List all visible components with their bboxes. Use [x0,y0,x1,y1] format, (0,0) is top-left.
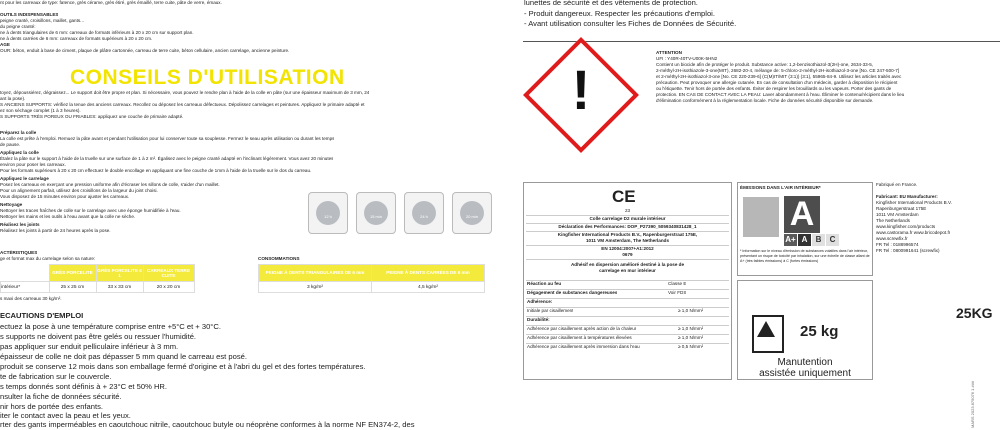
maker-line: www.castorama.fr www.bricodepot.fr [876,230,951,235]
maker-line: The Netherlands [876,218,910,223]
attention-title: ATTENTION [656,50,682,55]
precautions-title: ECAUTIONS D'EMPLOI [0,311,84,320]
step-line: Pour les formats supérieurs à 20 x 20 cm effectuez le double encollage en appliquant une fine couche de 1mm à l'aide de la truelle sur le dos du carreau. [0,168,312,173]
usage-title: CONSEILS D'UTILISATION [70,66,345,89]
exclamation-icon: ! [571,58,591,121]
step-line: Étalez la pâte sur le support à l'aide de la truelle sur une surface de 1 à 2 m². Égalisez avec le peigne cranté adapté en l'inclinant légèrement. Vous avez 20 minutes [0,156,334,161]
tools-heading: OUTILS INDISPENSABLES [0,12,59,17]
product-code: 25KG [956,305,993,321]
scale-step: A [798,234,811,246]
ce-mark: CE [612,187,636,206]
weight-caption: assistée uniquement [759,368,851,379]
maker-line: FR Tel : 0800991641 (screwfix) [876,248,940,253]
format-header: GRÈS PORCELITE [49,265,96,282]
precaution-line: te de fabrication sur le couvercle. [0,372,112,381]
time-icon: 12 h [308,192,348,234]
step-heading: Préparez la colle [0,130,37,135]
caract-title: ACTÉRISTIQUES [0,250,38,255]
precaution-line: iter le contact avec la peau et les yeux. [0,411,131,420]
scale-step: B [812,234,825,246]
perf-label: Initiale par cisaillement [527,308,574,313]
maker-line: Fabricant: EU Manufacturer: [876,194,938,199]
step-heading: Réalisez les joints [0,222,40,227]
attention-line: précaution. Peut provoquer une allergie cutanée. En cas de consultation d'un médecin, garder à disposition le récipient [656,80,898,85]
step-line: La colle est prête à l'emploi. Remuez la pâte avant et pendant l'utilisation pour lui conserver toute sa souplesse. Fermez le seau après utilisation ou durant les temps [0,136,335,141]
maker-line: Kingfisher International Products B.V. [876,200,952,205]
step-line: Réalisez les joints à partir de 24 heures après la pose. [0,228,111,233]
format-header: CARREAUX TERRE CUITE [143,265,194,282]
maker-line: 1011 VM Amsterdam [876,212,919,217]
comb-line: ne à dents triangulaires de 6 mm: carreaux de formats inférieurs à 20 x 20 cm sur support plan. [0,30,194,35]
batch-strip: MARS 2023 875076 1 ### [970,380,975,428]
conso-title: CONSOMMATIONS [258,256,300,261]
perf-value: Classe E [668,281,687,286]
step-line: Nettoyer les mains et les outils à l'eau avant que la colle ne sèche. [0,214,136,219]
precaution-line: épaisseur de colle ne doit pas dépasser 5 mm quand le carreau est posé. [0,352,247,361]
perf-line: 1011 VM Amsterdam, The Netherlands [585,238,670,243]
perf-label: Adhérence par cisaillement après action de la chaleur [527,326,637,331]
support-line: OUR: béton, enduit à base de ciment, plaque de plâtre cartonnée, carreau de terre cuite, béton cellulaire, ancien carrelage, ancienne peinture. [0,48,290,53]
safety-line: lunettes de sécurité et des vêtements de protection. [524,0,698,7]
format-header: GRÈS PORCELITE ≤ 1 [96,265,143,282]
conso-cell: 3 kg/m² [259,282,372,293]
time-icon: 15 min [356,192,396,234]
perf-value: ≥ 1,0 N/mm² [678,335,704,340]
ce-performance-box [523,182,732,380]
safety-line: - Avant utilisation consulter les Fiches de Données de Sécurité. [524,19,737,28]
prep-line: S SUPPORTS TRÈS POREUX OU FRIABLES: appliquez une couche de primaire adapté. [0,114,184,119]
emission-grade: A [784,196,820,233]
perf-label: Dégagement de substances dangereuses [527,290,618,295]
step-heading: Appliquez la colle [0,150,39,155]
step-line: Nettoyer les traces fraîches de colle sur le carrelage avec une éponge humidifiée à l'eau. [0,208,181,213]
conso-header: PEIGNE À DENTS TRIANGULAIRES DE 6 mm [259,265,372,282]
perf-line: carrelage en mur intérieur [599,268,656,273]
perf-value: Voir FDS [668,290,687,295]
precaution-line: rter des gants imperméables en caoutchouc nitrile, caoutchouc butyle ou néoprène conformes à la norme NF EN374-2, des [0,420,415,429]
perf-line: Adhésif en dispersion amélioré destiné à la pose de [570,262,685,267]
step-line: de pause. [0,142,21,147]
scale-step: C [826,234,839,246]
perf-line: Kingfisher International Products B.V., Rapenburgerstraat 175E, [557,232,698,237]
caract-sub: ge et format max du carrelage selon sa nature: [0,256,96,261]
perf-value: ≥ 0,5 N/mm² [678,344,704,349]
weight-value: 25 kg [800,323,839,340]
step-heading: Appliquez le carrelage [0,176,49,181]
intro-line: nt pour les carreaux de type: faïence, grès cérame, grès étiré, grès émaillé, terre cuite, pâte de verre, émaux. [0,0,222,5]
perf-line: Déclaration des Performances: DOP_P27390_5059340831428_1 [558,224,697,229]
prep-line: toyez, dépoussiérez, dégraissez... Le support doit être propre et plan. Si nécessaire, vous pouvez le rendre plan à l'aide de la colle en pâte (sur une épaisseur maximum de 3 mm, 24 [0,90,370,95]
precaution-line: produit se conserve 12 mois dans son emballage fermé d'origine et à l'abri du gel et des fortes températures. [0,362,366,371]
emissions-title: ÉMISSIONS DANS L'AIR INTÉRIEUR* [740,185,821,190]
conso-header: PEIGNE À DENTS CARRÉES DE 6 mm [372,265,485,282]
attention-line: protection. EN CAS DE CONTACT AVEC LA PEAU: Laver abondamment à l'eau. Éliminer le contenu/récipient dans le lieu [656,92,905,97]
attention-line: ou l'étiquette. Tenir hors de portée des enfants. Éviter de respirer les brouillards ou les vapeurs. Porter des gants de [656,86,892,91]
perf-label: Adhérence par cisaillement après immersion dans l'eau [527,344,640,349]
house-icon [743,197,779,237]
ce-year: 23 [624,208,631,213]
maker-line: www.kingfisher.com/products [876,224,936,229]
attention-line: 2-méthyl-2H-isothiazole-3-one(MIT), 2682-20-4, mélange de: 5-chloro-2-méthyl-2H-isothiazol-3-one [No. CE 247-500-7] [656,68,900,73]
format-note: s maxi des carreaux 30 kg/m². [0,296,62,301]
conso-cell: 4,5 kg/m² [372,282,485,293]
step-heading: Nettoyage [0,202,23,207]
maker-line: Fabriqué en France. [876,182,918,187]
emissions-note: * Information sur le niveau d'émission de substances volatiles dans l'air intérieur, présentant un risque de toxicité par inhalation, sur une échelle de classe allant de A+ (très faibles émissions) à C (fortes émissions) [740,249,870,263]
precaution-line: pas appliquer sur enduit pelliculaire inférieur à 3 mm. [0,342,179,351]
perf-line: 0679 [622,252,633,257]
perf-label: Réaction au feu [527,281,562,286]
perf-label: Adhérence: [527,299,553,304]
conso-table [258,264,485,293]
time-icon: 24 h [404,192,444,234]
tools-line: peigne cranté, croisillons, maillet, gants... [0,18,85,23]
attention-line: et 2-méthyl-2H-isothiazol-3-one [No. CE 220-239-6] (C(M)IT/MIT (3:1)) (3:1), 55965-84-9. Utilisez les articles traités avec [656,74,902,79]
perf-value: ≥ 1,0 N/mm² [678,326,704,331]
scale-step: A+ [785,235,796,244]
comb-line: ne à dents carrées de 6 mm: carreaux de formats supérieurs à 20 x 20 cm. [0,36,153,41]
weight-caption: Manutention [777,357,833,368]
attention-line: UFI : Y40R-40TV-U00K-5HN2 [656,56,718,61]
safety-line: - Produit dangereux. Respecter les précautions d'emploi. [524,9,715,18]
step-line: Vous disposez de 15 minutes environ pour ajuster les carreaux. [0,194,130,199]
time-icon: 20 min [452,192,492,234]
maker-line: www.screwfix.fr [876,236,908,241]
format-cell: 33 x 33 cm [96,282,143,293]
precaution-line: nir hors de portée des enfants. [0,402,104,411]
warning-triangle-icon [757,321,775,337]
prep-line: S ANCIENS SUPPORTS: vérifiez la tenue des anciens carreaux. Recollez ou déposez les carreaux défectueux. Dépolissez carrelages et peintures. Appliquez le primaire adapté et [0,102,365,107]
format-row-label: intérieur* [1,282,50,293]
prep-line: ant la pose). [0,96,26,101]
maker-line: FR Tel : 0188996574 [876,242,919,247]
precaution-line: ectuez la pose à une température comprise entre +5°C et + 30°C. [0,322,221,331]
perf-label: Adhérence par cisaillement à températures élevées [527,335,632,340]
format-cell: 25 x 25 cm [49,282,96,293]
perf-line: EN 12004:2007+A1:2012 [601,246,654,251]
precaution-line: s supports ne doivent pas être gelés ou ressuer l'humidité. [0,332,197,341]
comb-line: du peigne cranté: [0,24,36,29]
perf-line: Colle carrelage D2 murale intérieur [589,216,666,221]
precaution-line: s temps donnés sont définis à + 23°C et 50% HR. [0,382,168,391]
prep-line: ez son séchage complet (1 à 3 heures). [0,108,81,113]
attention-line: d'élimination conformément à la réglementation locale. Fiche de données sécurité disponible sur demande. [656,98,874,103]
format-cell: 20 x 20 cm [143,282,194,293]
perf-label: Durabilité: [527,317,550,322]
perf-value: ≥ 1,0 N/mm² [678,308,704,313]
divider [523,41,1000,42]
format-table [0,264,195,293]
step-line: Pour un alignement parfait, utilisez des croisillons de la largeur du joint choisi. [0,188,158,193]
step-line: Posez les carreaux en exerçant une pression uniforme afin d'écraser les sillons de colle, s'aider d'un maillet. [0,182,220,187]
step-line: environ pour poser les carreaux. [0,162,66,167]
support-heading: AGE [0,42,10,47]
precaution-line: nsulter la fiche de données sécurité. [0,392,122,401]
attention-line: Contient un biocide afin de protéger le produit. Substance active: 1,2-benzisothiazol-3(2H)-one, 2634-33-5, [656,62,874,67]
maker-line: Rapenburgerstraat 175E [876,206,927,211]
